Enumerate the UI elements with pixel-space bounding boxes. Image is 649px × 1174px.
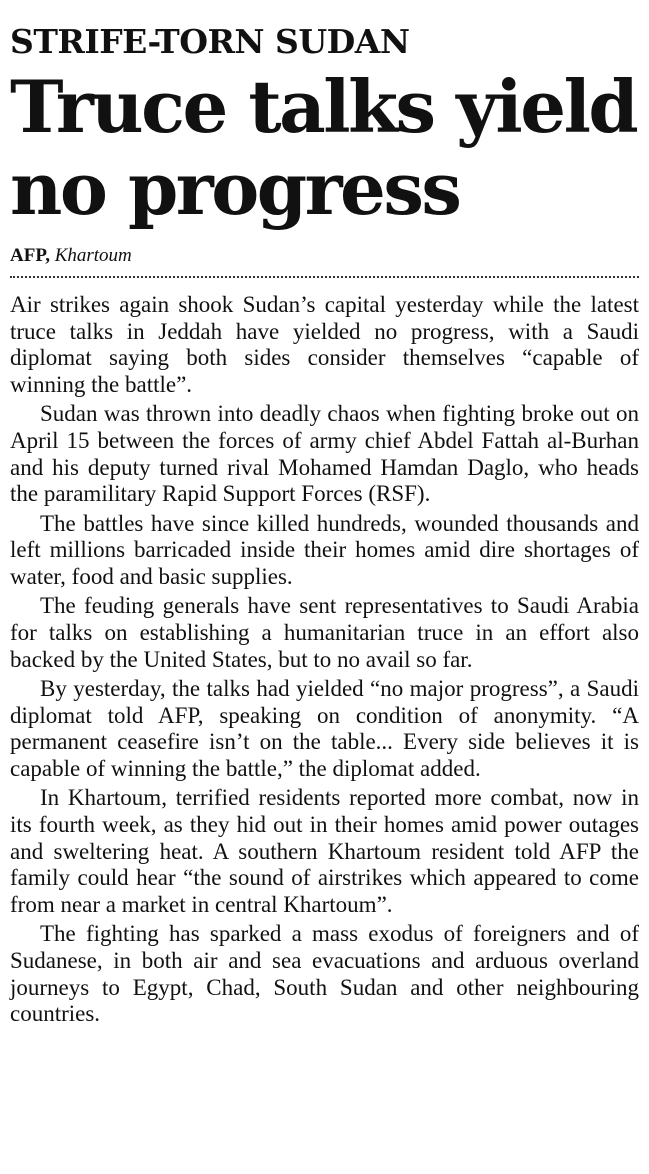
article-paragraph: By yesterday, the talks had yielded “no major progress”, a Saudi diplomat told AFP, speaking on condition of anonymity. “A permanent ceasefire isn’t on the table... Every side believes it is capable of winning the battle,” the diplomat added.: [10, 675, 639, 781]
article-paragraph: The fighting has sparked a mass exodus of foreigners and of Sudanese, in both air and sea evacuations and arduous overland journeys to Egypt, Chad, South Sudan and other neighbouring countries.: [10, 921, 639, 1027]
dotted-divider: [10, 276, 639, 278]
article-paragraph: Sudan was thrown into deadly chaos when fighting broke out on April 15 between the forces of army chief Abdel Fattah al-Burhan and his deputy turned rival Mohamed Hamdan Daglo, who heads the paramilitary Rapid Support Forces (RSF).: [10, 401, 639, 507]
article-paragraph: The battles have since killed hundreds, wounded thousands and left millions barricaded inside their homes amid dire shortages of water, food and basic supplies.: [10, 510, 639, 590]
article-kicker: STRIFE-TORN SUDAN: [10, 22, 410, 61]
article-paragraph: The feuding generals have sent representatives to Saudi Arabia for talks on establishing a humanitarian truce in an effort also backed by the United States, but to no avail so far.: [10, 593, 639, 672]
article-headline: Truce talks yield no progress: [10, 64, 637, 231]
article-paragraph: In Khartoum, terrified residents reported more combat, now in its fourth week, as they hid out in their homes amid power outages and sweltering heat. A southern Khartoum resident told AFP the family could hear “the sound of airstrikes which appeared to come from near a market in central Khartoum”.: [10, 785, 639, 917]
article-paragraph: Air strikes again shook Sudan’s capital yesterday while the latest truce talks in Jeddah have yielded no progress, with a Saudi diplomat saying both sides consider themselves “capable of winning the battle”.: [10, 292, 639, 398]
byline-agency: AFP,: [10, 245, 50, 266]
article-byline: [10, 244, 639, 268]
news-article: [10, 0, 639, 1030]
byline-place: Khartoum: [54, 245, 132, 266]
article-body: [10, 292, 639, 1028]
